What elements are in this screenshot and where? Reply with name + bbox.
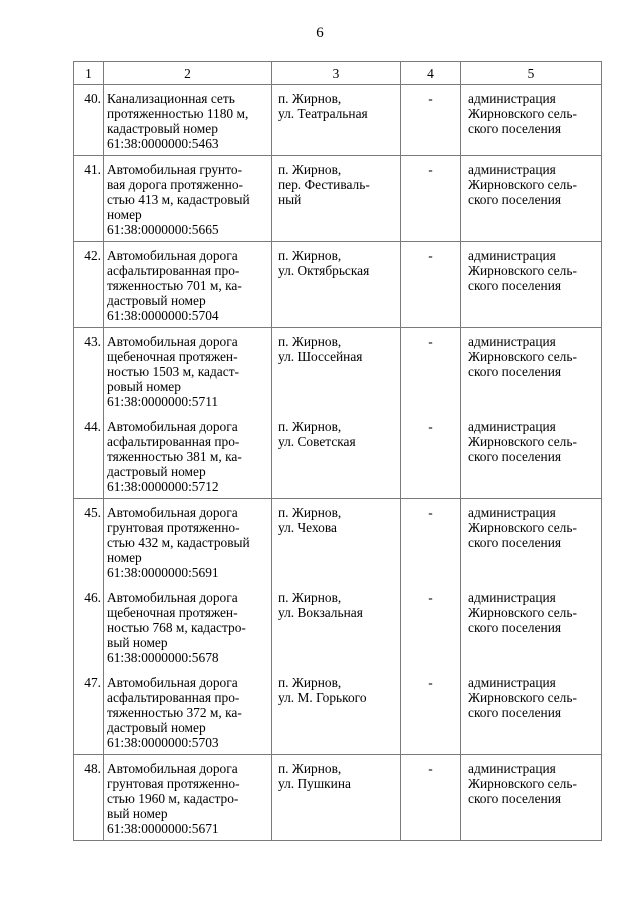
owner-line: администрация (468, 761, 556, 776)
description-line: грунтовая протяженно- (107, 776, 240, 791)
owner-line: ского поселения (468, 620, 562, 635)
address-line: ул. Шоссейная (278, 349, 363, 364)
owner-line: администрация (468, 590, 556, 605)
table-row (74, 242, 602, 328)
column-4-value: - (401, 413, 461, 499)
description-line: 61:38:0000000:5704 (107, 308, 219, 323)
address-line: п. Жирнов, (278, 675, 342, 690)
description-line: протяженностью 1180 м, (107, 106, 249, 121)
description-line: грунтовая протяженно- (107, 520, 240, 535)
object-owner (461, 755, 602, 841)
object-address (272, 85, 401, 156)
table-header-row (74, 62, 602, 85)
owner-line: Жирновского сель- (468, 106, 577, 121)
object-owner (461, 584, 602, 669)
owner-line: администрация (468, 334, 556, 349)
table-row (74, 669, 602, 755)
address-line: ул. М. Горького (278, 690, 367, 705)
row-number: 46. (74, 584, 104, 669)
object-address (272, 669, 401, 755)
description-line: номер (107, 207, 142, 222)
address-line: п. Жирнов, (278, 761, 342, 776)
owner-line: администрация (468, 419, 556, 434)
table-body (74, 85, 602, 841)
description-line: Автомобильная дорога (107, 761, 238, 776)
address-line: п. Жирнов, (278, 91, 342, 106)
owner-line: Жирновского сель- (468, 605, 577, 620)
description-line: Автомобильная грунто- (107, 162, 243, 177)
owner-line: ского поселения (468, 121, 562, 136)
row-number: 43. (74, 328, 104, 414)
description-line: 61:38:0000000:5671 (107, 821, 219, 836)
owner-line: администрация (468, 675, 556, 690)
address-line: ул. Чехова (278, 520, 337, 535)
row-number: 48. (74, 755, 104, 841)
description-line: 61:38:0000000:5703 (107, 735, 219, 750)
owner-line: администрация (468, 505, 556, 520)
description-line: щебеночная протяжен- (107, 349, 238, 364)
owner-line: Жирновского сель- (468, 690, 577, 705)
address-line: ул. Театральная (278, 106, 368, 121)
header-col-4: 4 (401, 62, 461, 85)
object-owner (461, 156, 602, 242)
owner-line: ского поселения (468, 449, 562, 464)
description-line: ностью 1503 м, кадаст- (107, 364, 240, 379)
header-col-5: 5 (461, 62, 602, 85)
description-line: Канализационная сеть (107, 91, 235, 106)
address-line: ул. Октябрьская (278, 263, 370, 278)
description-line: номер (107, 550, 142, 565)
description-line: асфальтированная про- (107, 690, 240, 705)
address-line: пер. Фестиваль- (278, 177, 370, 192)
row-number: 45. (74, 499, 104, 585)
object-owner (461, 242, 602, 328)
owner-line: Жирновского сель- (468, 263, 577, 278)
object-owner (461, 413, 602, 499)
description-line: асфальтированная про- (107, 434, 240, 449)
description-line: асфальтированная про- (107, 263, 240, 278)
object-address (272, 156, 401, 242)
row-number: 44. (74, 413, 104, 499)
owner-line: ского поселения (468, 535, 562, 550)
table-row (74, 328, 602, 414)
object-description (104, 413, 272, 499)
column-4-value: - (401, 242, 461, 328)
description-line: стью 432 м, кадастровый (107, 535, 250, 550)
description-line: тяженностью 701 м, ка- (107, 278, 242, 293)
header-col-1: 1 (74, 62, 104, 85)
owner-line: Жирновского сель- (468, 776, 577, 791)
owner-line: ского поселения (468, 705, 562, 720)
description-line: 61:38:0000000:5711 (107, 394, 219, 409)
description-line: вая дорога протяженно- (107, 177, 243, 192)
object-address (272, 413, 401, 499)
description-line: Автомобильная дорога (107, 590, 238, 605)
address-line: ный (278, 192, 302, 207)
description-line: 61:38:0000000:5678 (107, 650, 219, 665)
description-line: стью 413 м, кадастровый (107, 192, 250, 207)
object-description (104, 85, 272, 156)
description-line: Автомобильная дорога (107, 505, 238, 520)
table-row (74, 156, 602, 242)
owner-line: ского поселения (468, 791, 562, 806)
owner-line: Жирновского сель- (468, 434, 577, 449)
description-line: вый номер (107, 635, 168, 650)
object-owner (461, 85, 602, 156)
description-line: дастровый номер (107, 464, 206, 479)
description-line: дастровый номер (107, 293, 206, 308)
row-number: 42. (74, 242, 104, 328)
property-table (73, 61, 602, 841)
description-line: ностью 768 м, кадастро- (107, 620, 246, 635)
column-4-value: - (401, 85, 461, 156)
owner-line: администрация (468, 162, 556, 177)
header-col-3: 3 (272, 62, 401, 85)
address-line: п. Жирнов, (278, 419, 342, 434)
row-number: 41. (74, 156, 104, 242)
address-line: п. Жирнов, (278, 505, 342, 520)
owner-line: Жирновского сель- (468, 520, 577, 535)
description-line: 61:38:0000000:5712 (107, 479, 219, 494)
description-line: Автомобильная дорога (107, 248, 238, 263)
object-address (272, 755, 401, 841)
description-line: тяженностью 372 м, ка- (107, 705, 242, 720)
description-line: Автомобильная дорога (107, 419, 238, 434)
row-number: 40. (74, 85, 104, 156)
table-row (74, 413, 602, 499)
description-line: 61:38:0000000:5665 (107, 222, 219, 237)
object-address (272, 242, 401, 328)
object-description (104, 669, 272, 755)
table-row (74, 584, 602, 669)
description-line: ровый номер (107, 379, 181, 394)
table-row (74, 85, 602, 156)
object-owner (461, 328, 602, 414)
object-description (104, 156, 272, 242)
owner-line: администрация (468, 91, 556, 106)
column-4-value: - (401, 755, 461, 841)
column-4-value: - (401, 584, 461, 669)
description-line: тяженностью 381 м, ка- (107, 449, 242, 464)
row-number: 47. (74, 669, 104, 755)
owner-line: Жирновского сель- (468, 349, 577, 364)
table-row (74, 499, 602, 585)
object-address (272, 328, 401, 414)
object-address (272, 584, 401, 669)
object-owner (461, 499, 602, 585)
description-line: кадастровый номер (107, 121, 218, 136)
object-description (104, 755, 272, 841)
address-line: п. Жирнов, (278, 590, 342, 605)
object-owner (461, 669, 602, 755)
column-4-value: - (401, 328, 461, 414)
address-line: п. Жирнов, (278, 162, 342, 177)
header-col-2: 2 (104, 62, 272, 85)
owner-line: ского поселения (468, 192, 562, 207)
object-description (104, 242, 272, 328)
address-line: п. Жирнов, (278, 334, 342, 349)
page-number: 6 (316, 25, 324, 41)
address-line: ул. Советская (278, 434, 356, 449)
description-line: Автомобильная дорога (107, 675, 238, 690)
column-4-value: - (401, 499, 461, 585)
description-line: вый номер (107, 806, 168, 821)
description-line: 61:38:0000000:5691 (107, 565, 219, 580)
description-line: стью 1960 м, кадастро- (107, 791, 239, 806)
table-row (74, 755, 602, 841)
description-line: дастровый номер (107, 720, 206, 735)
owner-line: ского поселения (468, 364, 562, 379)
owner-line: администрация (468, 248, 556, 263)
address-line: ул. Пушкина (278, 776, 351, 791)
object-description (104, 328, 272, 414)
address-line: п. Жирнов, (278, 248, 342, 263)
owner-line: Жирновского сель- (468, 177, 577, 192)
column-4-value: - (401, 669, 461, 755)
description-line: щебеночная протяжен- (107, 605, 238, 620)
object-description (104, 584, 272, 669)
description-line: Автомобильная дорога (107, 334, 238, 349)
object-description (104, 499, 272, 585)
description-line: 61:38:0000000:5463 (107, 136, 219, 151)
address-line: ул. Вокзальная (278, 605, 363, 620)
object-address (272, 499, 401, 585)
column-4-value: - (401, 156, 461, 242)
owner-line: ского поселения (468, 278, 562, 293)
